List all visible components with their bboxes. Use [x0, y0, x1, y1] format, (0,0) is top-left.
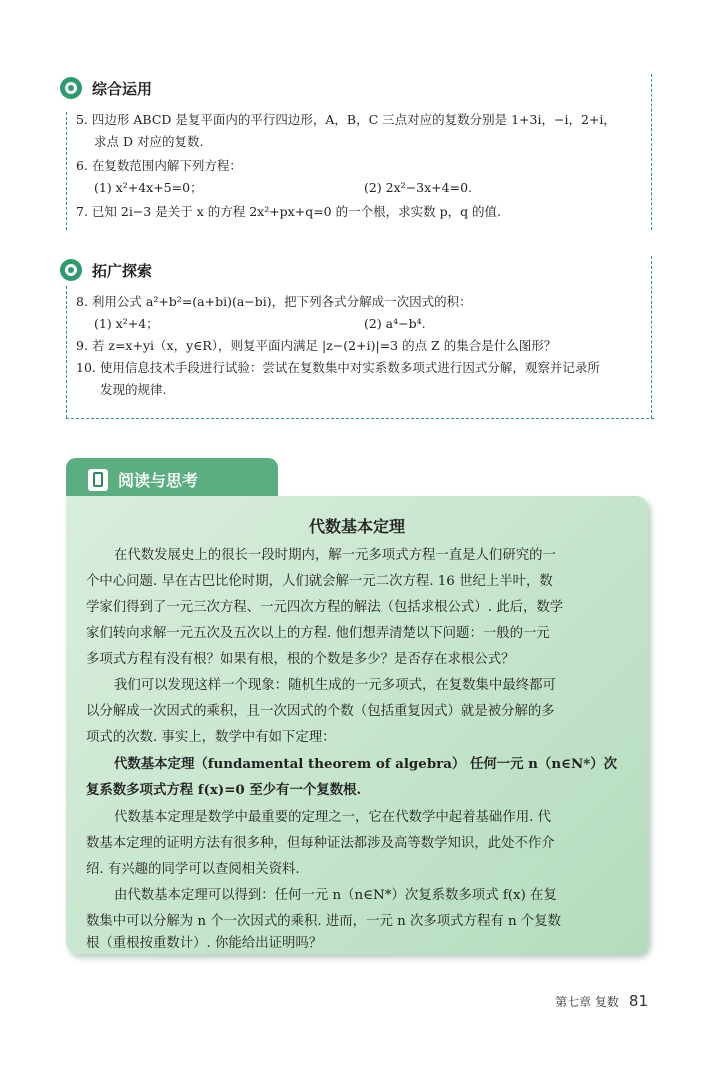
- page-number: 81: [628, 992, 648, 1010]
- section-header: [60, 256, 660, 284]
- dashed-border-left: [66, 112, 67, 230]
- reading-line: 个中心问题. 早在古巴比伦时期，人们就会解一元二次方程. 16 世纪上半叶，数: [86, 574, 553, 589]
- book-icon: [88, 469, 108, 491]
- reading-box: [66, 496, 648, 954]
- reading-line: 家们转向求解一元五次及五次以上的方程. 他们想弄清楚以下问题：一般的一元: [86, 626, 550, 641]
- reading-line: 我们可以发现这样一个现象：随机生成的一元多项式，在复数集中最终都可: [114, 678, 556, 693]
- section-explore: [60, 256, 660, 418]
- theorem-statement: 代数基本定理（fundamental theorem of algebra） 任何一元 n（n∈N*）次: [114, 756, 617, 772]
- dashed-border-bottom: [66, 418, 654, 419]
- exercise-8-part-1: (1) x²+4；: [94, 316, 159, 331]
- exercise-6-parts: [94, 178, 654, 198]
- exercise-8-part-2: (2) a⁴−b⁴.: [364, 316, 426, 331]
- dashed-border-right: [651, 74, 652, 230]
- reading-line: 绍. 有兴趣的同学可以查阅相关资料.: [86, 862, 300, 877]
- section-title: 拓广探索: [92, 261, 153, 280]
- page-footer: [555, 992, 648, 1010]
- theorem-statement-cont: 复系数多项式方程 f(x)=0 至少有一个复数根.: [86, 782, 362, 798]
- exercise-5-cont: 求点 D 对应的复数.: [94, 134, 204, 149]
- section-badge-icon: [60, 259, 82, 281]
- reading-line: 在代数发展史上的很长一段时期内，解一元多项式方程一直是人们研究的一: [114, 548, 556, 563]
- exercise-10: 10. 使用信息技术手段进行试验：尝试在复数集中对实系数多项式进行因式分解，观察并记录所: [76, 360, 600, 375]
- reading-line: 以分解成一次因式的乘积，且一次因式的个数（包括重复因式）就是被分解的多: [86, 704, 555, 719]
- exercise-6-part-2: (2) 2x²−3x+4=0.: [364, 180, 472, 195]
- section-header: [60, 74, 660, 102]
- reading-line: 多项式方程有没有根？如果有根，根的个数是多少？是否存在求根公式？: [86, 652, 515, 667]
- exercise-6: 6. 在复数范围内解下列方程：: [76, 158, 242, 173]
- reading-line: 代数基本定理是数学中最重要的定理之一，它在代数学中起着基础作用. 代: [114, 810, 552, 825]
- section-badge-icon: [60, 77, 82, 99]
- section-comprehensive: [60, 74, 660, 234]
- reading-line: 学家们得到了一元三次方程、一元四次方程的解法（包括求根公式）. 此后，数学: [86, 600, 564, 615]
- exercise-6-part-1: (1) x²+4x+5=0；: [94, 180, 203, 195]
- exercise-5: 5. 四边形 ABCD 是复平面内的平行四边形，A，B，C 三点对应的复数分别是 1+3i，−i，2+i，: [76, 112, 616, 127]
- exercise-8: 8. 利用公式 a²+b²=(a+bi)(a−bi)，把下列各式分解成一次因式的积：: [76, 294, 472, 309]
- dashed-border-right: [651, 256, 652, 418]
- reading-line: 由代数基本定理可以得到：任何一元 n（n∈N*）次复系数多项式 f(x) 在复: [114, 888, 557, 903]
- chapter-label: 第七章 复数: [555, 995, 619, 1009]
- reading-line: 项式的次数. 事实上，数学中有如下定理：: [86, 730, 336, 745]
- reading-tab-title: 阅读与思考: [118, 471, 199, 490]
- reading-line: 根（重根按重数计）. 你能给出证明吗？: [86, 936, 323, 951]
- exercise-9: 9. 若 z=x+yi（x，y∈R），则复平面内满足 |z−(2+i)|=3 的点 Z 的集合是什么图形？: [76, 338, 557, 353]
- reading-line: 数集中可以分解为 n 个一次因式的乘积. 进而，一元 n 次多项式方程有 n 个复数: [86, 914, 562, 929]
- section-title: 综合运用: [92, 79, 153, 98]
- reading-title: 代数基本定理: [308, 517, 405, 536]
- exercise-8-parts: [94, 314, 654, 334]
- dashed-border-left: [66, 286, 67, 418]
- exercise-7: 7. 已知 2i−3 是关于 x 的方程 2x²+px+q=0 的一个根，求实数 p，q 的值.: [76, 204, 502, 219]
- exercise-10-cont: 发现的规律.: [100, 382, 167, 397]
- reading-line: 数基本定理的证明方法有很多种，但每种证法都涉及高等数学知识，此处不作介: [86, 836, 555, 851]
